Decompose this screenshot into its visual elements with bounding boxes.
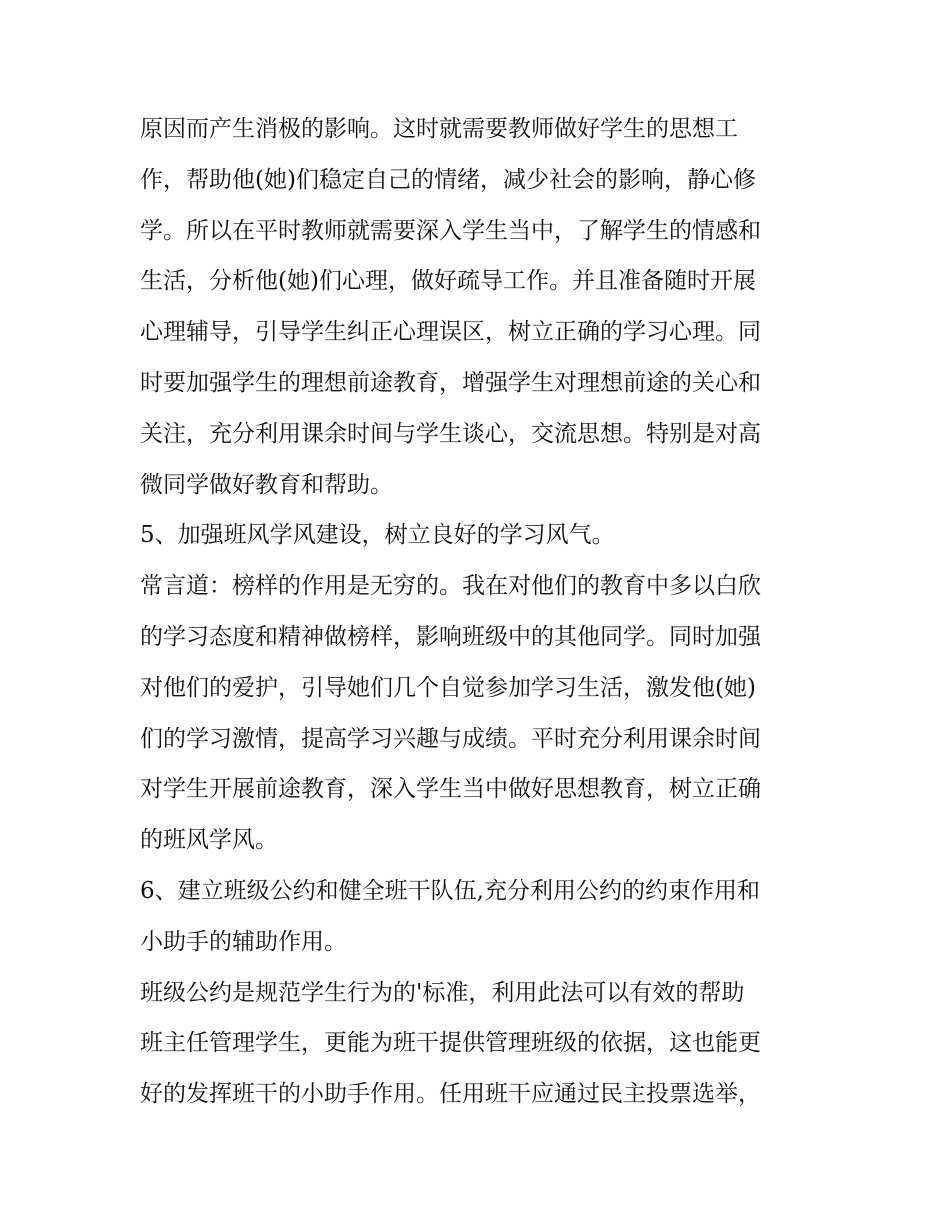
text-line: 生活，分析他(她)们心理，做好疏导工作。并且准备随时开展 <box>140 268 756 295</box>
text-line: 班主任管理学生，更能为班干提供管理班级的依据，这也能更 <box>140 1030 761 1057</box>
text-line: 关注，充分利用课余时间与学生谈心，交流思想。特别是对高 <box>140 420 761 447</box>
section-heading: 小助手的辅助作用。 <box>140 928 347 955</box>
text-line: 们的学习激情，提高学习兴趣与成绩。平时充分利用课余时间 <box>140 725 761 752</box>
text-line: 作，帮助他(她)们稳定自己的情绪，减少社会的影响，静心修 <box>140 166 756 193</box>
text-line: 的学习态度和精神做榜样，影响班级中的其他同学。同时加强 <box>140 623 761 650</box>
section-heading: 6、建立班级公约和健全班干队伍,充分利用公约的约束作用和 <box>140 877 760 904</box>
text-line: 对学生开展前途教育，深入学生当中做好思想教育，树立正确 <box>140 776 761 803</box>
text-line: 对他们的爱护，引导她们几个自觉参加学习生活，激发他(她) <box>140 674 756 701</box>
text-line: 的班风学风。 <box>140 827 278 854</box>
section-heading: 5、加强班风学风建设，树立良好的学习风气。 <box>140 522 615 549</box>
text-line: 原因而产生消极的影响。这时就需要教师做好学生的思想工 <box>140 116 738 142</box>
text-line: 常言道：榜样的作用是无穷的。我在对他们的教育中多以白欣 <box>140 573 761 600</box>
text-line: 微同学做好教育和帮助。 <box>140 471 393 498</box>
text-line: 时要加强学生的理想前途教育，增强学生对理想前途的关心和 <box>140 369 761 396</box>
document-body <box>140 104 820 1120</box>
text-line: 心理辅导，引导学生纠正心理误区，树立正确的学习心理。同 <box>140 319 761 346</box>
text-line: 好的发挥班干的小助手作用。任用班干应通过民主投票选举， <box>140 1081 761 1108</box>
text-line: 学。所以在平时教师就需要深入学生当中，了解学生的情感和 <box>140 217 761 244</box>
text-line: 班级公约是规范学生行为的'标准，利用此法可以有效的帮助 <box>140 979 745 1006</box>
